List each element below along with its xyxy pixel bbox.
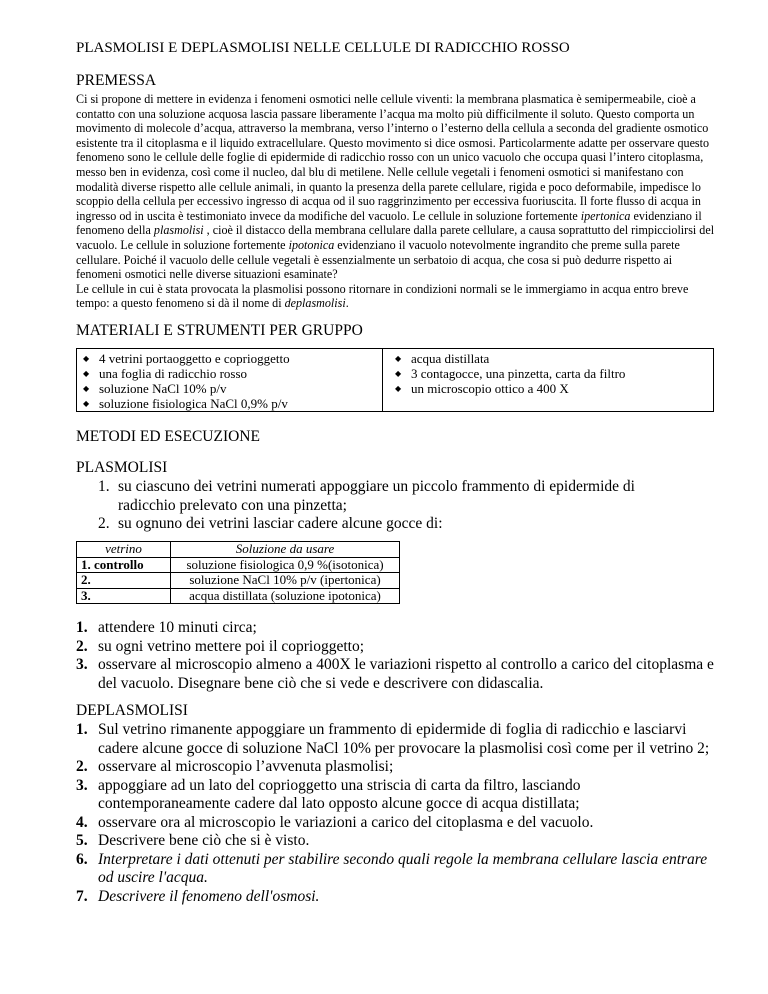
- metodi-heading: METODI ED ESECUZIONE: [76, 428, 260, 445]
- material-item-text: una foglia di radicchio rosso: [99, 366, 248, 381]
- step-number: 1.: [76, 619, 88, 636]
- list-item: [76, 851, 716, 888]
- list-item: [76, 888, 716, 907]
- step-number: 3.: [76, 656, 88, 673]
- plasmolisi-steps: [76, 478, 676, 534]
- step-text: attendere 10 minuti circa;: [98, 619, 257, 636]
- row-number: 1.: [81, 556, 91, 572]
- list-item: [76, 638, 716, 657]
- vetrino-cell: [77, 573, 171, 589]
- materiali-heading: MATERIALI E STRUMENTI PER GRUPPO: [76, 322, 363, 339]
- step-text: osservare al microscopio almeno a 400X le variazioni rispetto al controllo a carico del citoplasma e del vacuolo. Disegnare bene ciò che si vede e descrivere con didascalia.: [98, 656, 714, 692]
- step-number: 6.: [76, 850, 88, 868]
- bullet-diamond-icon: ◆: [83, 399, 90, 408]
- step-number: 4.: [76, 813, 88, 831]
- solution-cell: soluzione fisiologica 0,9 %(isotonica): [171, 557, 400, 573]
- premessa-text-2: evidenziano il fenomeno della: [76, 208, 702, 238]
- material-item: [79, 351, 290, 366]
- bullet-diamond-icon: ◆: [83, 354, 90, 363]
- table-header-row: [77, 542, 400, 558]
- term-ipertonica: ipertonica: [580, 208, 631, 223]
- term-ipotonica: ipotonica: [288, 237, 335, 252]
- material-item: [79, 366, 290, 381]
- step-number: 3.: [76, 776, 88, 794]
- column-header-soluzione: Soluzione da usare: [171, 542, 400, 558]
- bullet-diamond-icon: ◆: [395, 354, 402, 363]
- deplasmolisi-heading: DEPLASMOLISI: [76, 702, 188, 719]
- material-item: [391, 366, 625, 381]
- material-item: [79, 396, 290, 411]
- material-item-text: acqua distillata: [411, 351, 490, 366]
- bullet-diamond-icon: ◆: [83, 384, 90, 393]
- solution-cell: soluzione NaCl 10% p/v (ipertonica): [171, 573, 400, 589]
- step-number: 2.: [98, 515, 110, 532]
- column-header-vetrino: vetrino: [77, 542, 171, 558]
- step-text: su ciascuno dei vetrini numerati appoggiare un piccolo frammento di epidermide di radicchio prelevato con una pinzetta;: [118, 478, 635, 514]
- term-plasmolisi: plasmolisi: [153, 223, 204, 238]
- step-number: 2.: [76, 758, 88, 775]
- premessa-text-4: evidenziano il vacuolo notevolmente ingrandito che preme sulla parete cellulare. Poiché il vacuolo delle cellule vegetali è essenzialmente un serbatoio di acqua, che cosa si può dedurre rispetto ai fenomeni osmotici nelle diverse situazioni esaminate?: [76, 237, 680, 282]
- premessa-paragraph: [76, 92, 716, 311]
- list-item: [76, 758, 716, 777]
- material-item-text: 4 vetrini portaoggetto e coprioggetto: [99, 351, 290, 366]
- premessa-heading: PREMESSA: [76, 72, 157, 89]
- step-text: su ognuno dei vetrini lasciar cadere alcune gocce di:: [118, 515, 443, 532]
- vetrino-cell: [77, 588, 171, 604]
- solutions-table: [76, 541, 400, 604]
- material-item-text: soluzione fisiologica NaCl 0,9% p/v: [99, 396, 288, 411]
- material-item-text: un microscopio ottico a 400 X: [411, 381, 569, 396]
- materials-list-right: [391, 351, 625, 396]
- step-text: su ogni vetrino mettere poi il coprioggetto;: [98, 637, 365, 655]
- deplasmolisi-steps: [76, 721, 716, 906]
- premessa-text-6: .: [345, 296, 349, 311]
- table-row: [77, 588, 400, 604]
- premessa-text-1: Ci si propone di mettere in evidenza i fenomeni osmotici nelle cellule viventi: la membrana plasmatica è semipermeabile, cioè a contatto con una soluzione acquosa lascia passare liberamente l’acqua ma molto più difficilmente il soluto. Questo comporta un movimento di molecole d’acqua, attraverso la membrana, verso l’interno o l’esterno della cellula a seconda del gradiente osmotico esistente tra il citoplasma e il liquido extracellulare. Questo movimento si dice osmosi. Particolarmente adatte per osservare questo fenomeno sono le cellule delle foglie di epidermide di radicchio rosso con un unico vacuolo che occupa quasi l’intero citoplasma, messo ben in evidenza, così come il nucleo, dal blu di metilene. Nelle cellule vegetali i fenomeni osmotici si manifestano con modalità diverse rispetto alle cellule animali, in quanto la presenza della parete cellulare, rigida e poco deformabile, impedisce lo scoppio della cellula per eccessivo ingresso di acqua od il suo raggrinzimento per eccessiva fuoriuscita. Il forte flusso di acqua in ingresso od in uscita è testimoniato invece da modifiche del vacuolo. Le cellule in soluzione fortemente: [76, 92, 710, 223]
- materials-table: [76, 348, 714, 412]
- list-item: [76, 656, 716, 693]
- list-item: [76, 619, 716, 638]
- bullet-diamond-icon: ◆: [395, 384, 402, 393]
- step-number: 1.: [98, 478, 110, 495]
- premessa-text-3: , cioè il distacco della membrana cellulare dalla parete cellulare, a causa soprattutto del rimpicciolirsi del vacuolo. Le cellule in soluzione fortemente: [76, 223, 715, 252]
- material-item: [391, 381, 625, 396]
- plasmolisi-after-steps: [76, 619, 716, 693]
- list-item: [76, 814, 716, 833]
- step-number: 7.: [76, 887, 88, 905]
- step-text: Sul vetrino rimanente appoggiare un frammento di epidermide di foglia di radicchio e lasciarvi cadere alcune gocce di soluzione NaCl 10% per provocare la plasmolisi così come per il vetrino 2;: [98, 721, 710, 757]
- materials-column-divider: [382, 349, 383, 411]
- step-text: Descrivere bene ciò che si è visto.: [98, 832, 310, 849]
- term-deplasmolisi: deplasmolisi: [284, 296, 346, 311]
- list-item: [76, 721, 716, 758]
- material-item-text: 3 contagocce, una pinzetta, carta da filtro: [411, 366, 626, 381]
- step-text: Interpretare i dati ottenuti per stabilire secondo quali regole la membrana cellulare lascia entrare od uscire l'acqua.: [98, 850, 708, 886]
- material-item-text: soluzione NaCl 10% p/v: [99, 381, 227, 396]
- step-number: 1.: [76, 721, 88, 738]
- solution-cell: acqua distillata (soluzione ipotonica): [171, 588, 400, 604]
- row-number: 3.: [81, 587, 91, 603]
- vetrino-cell: [77, 557, 171, 573]
- list-item: [76, 478, 676, 515]
- bullet-diamond-icon: ◆: [83, 369, 90, 378]
- bullet-diamond-icon: ◆: [395, 369, 402, 378]
- step-text: osservare ora al microscopio le variazioni a carico del citoplasma e del vacuolo.: [98, 813, 594, 831]
- step-number: 2.: [76, 637, 88, 655]
- list-item: [76, 832, 716, 851]
- list-item: [76, 515, 676, 534]
- row-number: 2.: [81, 572, 91, 587]
- table-row: [77, 557, 400, 573]
- material-item: [79, 381, 290, 396]
- list-item: [76, 777, 716, 814]
- row-label: controllo: [94, 556, 144, 572]
- step-number: 5.: [76, 832, 88, 849]
- premessa-text-5: Le cellule in cui è stata provocata la plasmolisi possono ritornare in condizioni normali se le immergiamo in acqua entro breve tempo: a questo fenomeno si dà il nome di: [76, 281, 689, 311]
- step-text: appoggiare ad un lato del coprioggetto una striscia di carta da filtro, lasciando contemporaneamente cadere dal lato opposto alcune gocce di acqua distillata;: [98, 776, 581, 812]
- step-text: Descrivere il fenomeno dell'osmosi.: [98, 887, 320, 905]
- step-text: osservare al microscopio l’avvenuta plasmolisi;: [98, 758, 394, 775]
- plasmolisi-heading: PLASMOLISI: [76, 459, 168, 476]
- material-item: [391, 351, 625, 366]
- materials-list-left: [79, 351, 290, 411]
- table-row: [77, 573, 400, 589]
- document-title: PLASMOLISI E DEPLASMOLISI NELLE CELLULE DI RADICCHIO ROSSO: [76, 40, 570, 56]
